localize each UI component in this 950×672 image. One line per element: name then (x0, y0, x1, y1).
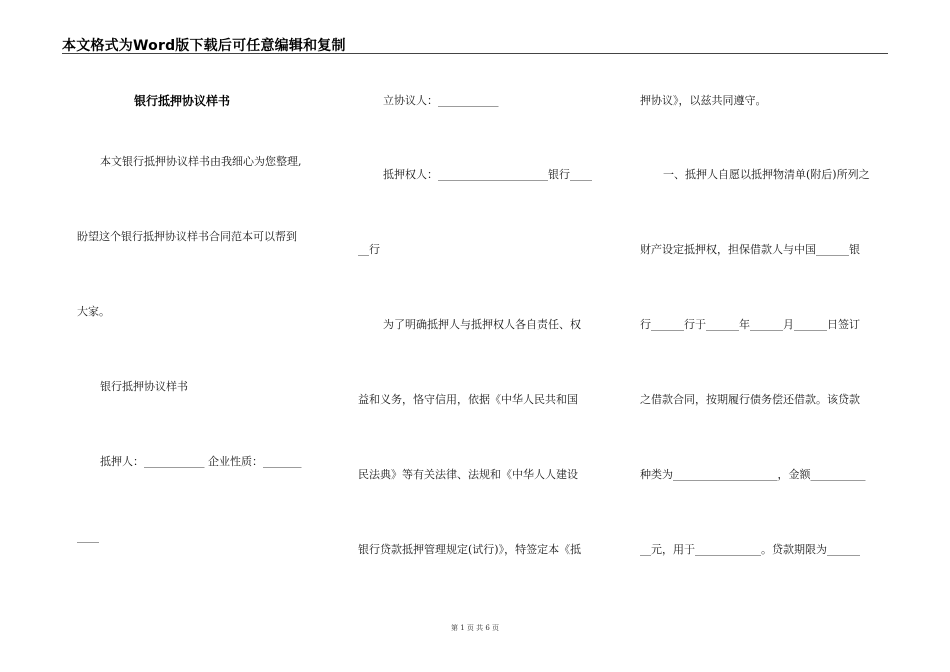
text-line: 财产设定抵押权，担保借款人与中国______银 (640, 243, 860, 256)
text-line: 抵押权人：____________________银行____ (383, 168, 592, 181)
text-line: 立协议人：___________ (383, 94, 499, 107)
page-number: 第 1 页 共 6 页 (450, 624, 500, 632)
text-line: ____ (77, 530, 99, 543)
text-line: 大家。 (77, 305, 110, 318)
text-line: 种类为___________________，金额__________ (640, 468, 866, 481)
text-line: __行 (358, 243, 380, 256)
text-line: 益和义务，恪守信用，依据《中华人民共和国 (358, 393, 578, 406)
download-banner: 本文格式为Word版下载后可任意编辑和复制 (62, 38, 346, 54)
text-line: 押协议》，以兹共同遵守。 (640, 94, 767, 107)
text-line: 银行贷款抵押管理规定(试行)》，特签定本《抵 (358, 543, 582, 556)
text-line: __元，用于____________。贷款期限为______ (640, 543, 860, 556)
document-title: 银行抵押协议样书 (134, 94, 231, 108)
text-line: 行______行于______年______月______日签订 (640, 318, 860, 331)
text-line: 盼望这个银行抵押协议样书合同范本可以帮到 (77, 230, 297, 243)
header-divider (62, 53, 888, 54)
text-line: 一、抵押人自愿以抵押物清单(附后)所列之 (663, 168, 870, 181)
text-line: 抵押人：___________ 企业性质：_______ (100, 455, 302, 468)
section-heading: 银行抵押协议样书 (100, 380, 188, 393)
text-line: 为了明确抵押人与抵押权人各自责任、权 (383, 318, 581, 331)
text-line: 本文银行抵押协议样书由我细心为您整理, (100, 155, 302, 168)
text-line: 民法典》等有关法律、法规和《中华人人建设 (358, 468, 578, 481)
text-line: 之借款合同，按期履行债务偿还借款。该贷款 (640, 393, 860, 406)
